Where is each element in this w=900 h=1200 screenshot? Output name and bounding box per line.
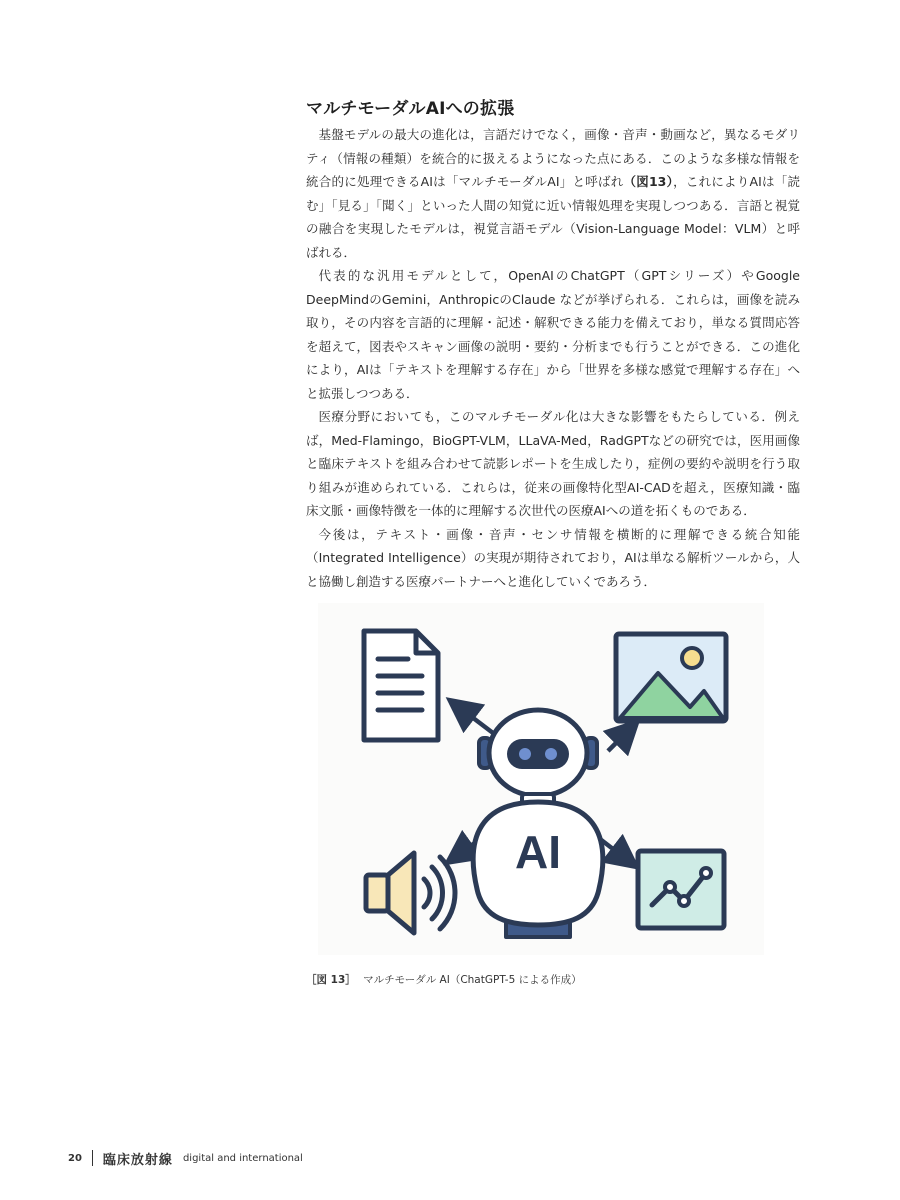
figure-13 <box>318 603 764 955</box>
figure-illustration <box>318 603 764 955</box>
figure-caption <box>306 972 800 987</box>
footer-divider <box>92 1150 93 1166</box>
image-icon <box>616 634 726 721</box>
robot-ai-label: AI <box>515 826 561 878</box>
paragraph-1-after: ，これによりAIは「読む」「見る」「聞く」といった人間の知覚に近い情報処理を実現しつつある．言語と視覚の融合を実現したモデルは，視覚言語モデル（Vision-Language Model：VLM）と呼ばれる． <box>306 174 800 260</box>
figure-reference[interactable]: （図13） <box>623 174 674 189</box>
chart-icon <box>638 851 724 928</box>
robot-icon <box>473 710 603 937</box>
paragraph-4: 今後は，テキスト・画像・音声・センサ情報を横断的に理解できる統合知能（Integrated Intelligence）の実現が期待されており，AIは単なる解析ツールから，人と協働し創造する医療パートナーへと進化していくであろう． <box>306 526 800 589</box>
paragraph-2: 代表的な汎用モデルとして，OpenAIのChatGPT（GPTシリーズ）やGoogle DeepMindのGemini，AnthropicのClaude などが挙げられる．これらは，画像を読み取り，その内容を言語的に理解・記述・解釈できる能力を備えており，単なる質問応答を超えて，図表やスキャン画像の説明・要約・分析までも行うことができる．この進化により，AIは「テキストを理解する存在」から「世界を多様な感覚で理解する存在」へと拡張しつつある． <box>306 268 800 401</box>
page-footer <box>68 1148 303 1168</box>
paragraph-3: 医療分野においても，このマルチモーダル化は大きな影響をもたらしている．例えば，Med-Flamingo，BioGPT-VLM，LLaVA-Med，RadGPTなどの研究では，医用画像と臨床テキストを組み合わせて読影レポートを生成したり，症例の要約や説明を行う取り組みが進められている．これらは，従来の画像特化型AI-CADを超え，医療知識・臨床文脈・画像特徴を一体的に理解する次世代の医療AIへの道を拓くものである． <box>306 409 800 518</box>
body-text <box>306 123 800 593</box>
paragraph-1 <box>306 123 800 264</box>
document-icon <box>364 631 438 740</box>
journal-subtitle: digital and international <box>182 1152 303 1164</box>
caption-label: ［図 13］ <box>306 974 356 986</box>
journal-logo: 臨床放射線 <box>102 1152 173 1168</box>
caption-text: マルチモーダル AI（ChatGPT-5 による作成） <box>363 974 582 986</box>
section-heading: マルチモーダルAIへの拡張 <box>306 99 515 120</box>
speaker-icon <box>366 853 455 933</box>
paragraph-1-before: 基盤モデルの最大の進化は，言語だけでなく，画像・音声・動画など，異なるモダリティ（情報の種類）を統合的に扱えるようになった点にある．このような多様な情報を統合的に処理できるAIは「マルチモーダルAI」と呼ばれ <box>306 127 800 189</box>
arrow-to-image <box>608 731 628 751</box>
page-number: 20 <box>68 1152 82 1164</box>
arrow-to-document <box>460 708 493 733</box>
